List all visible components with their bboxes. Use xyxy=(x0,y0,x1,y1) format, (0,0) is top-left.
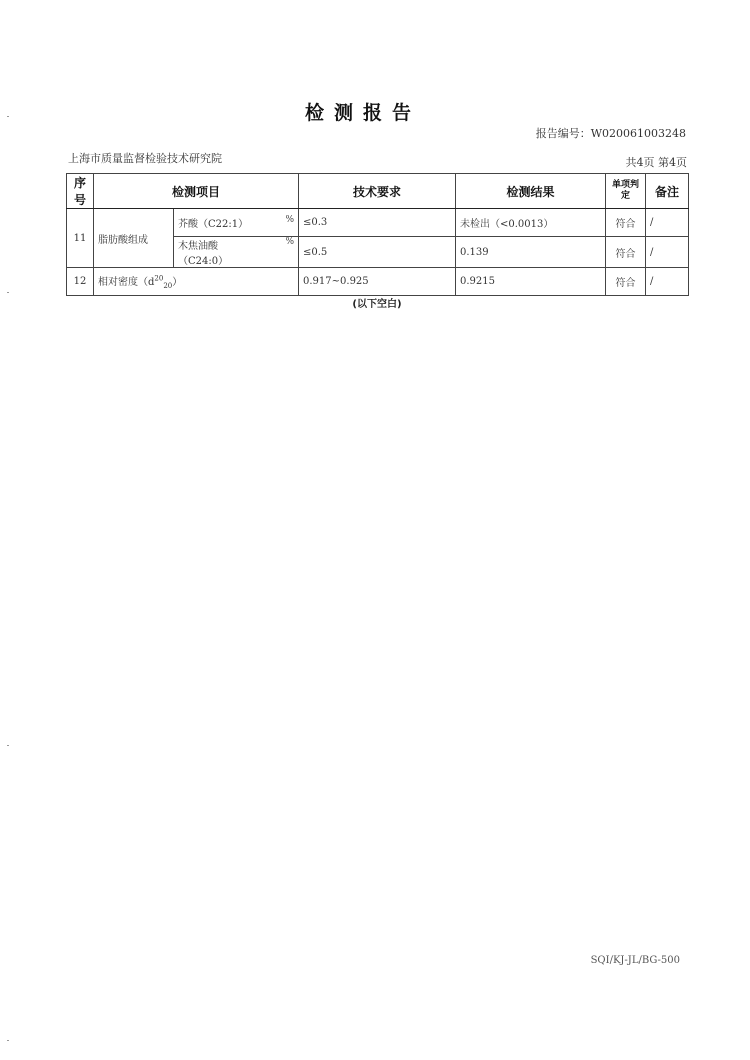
test-results-table xyxy=(66,173,689,296)
remark-cell: / xyxy=(646,209,689,237)
row-item: 脂肪酸组成 xyxy=(94,209,174,268)
header-remark: 备注 xyxy=(646,174,689,209)
sub-item-label: 木焦油酸 xyxy=(178,241,218,252)
row-item: 相对密度$(d^{20}_{20})$ xyxy=(94,268,299,296)
scan-edge-mark xyxy=(7,116,9,117)
unit-label: % xyxy=(285,215,295,225)
result-cell: 未检出（<0.0013） xyxy=(456,209,606,237)
blank-below-note: (以下空白) xyxy=(352,299,402,310)
header-seq: 序号 xyxy=(67,174,94,209)
sub-item-label: 芥酸（C22:1） xyxy=(178,219,249,230)
page-info: 共4页 第4页 xyxy=(625,156,687,169)
header-result: 检测结果 xyxy=(456,174,606,209)
header-item: 检测项目 xyxy=(94,174,299,209)
sub-item-label-2: （C24:0） xyxy=(178,256,229,267)
remark-cell: / xyxy=(646,268,689,296)
row-seq: 11 xyxy=(67,209,94,268)
judgement-cell: 符合 xyxy=(606,268,646,296)
institute-name: 上海市质量监督检验技术研究院 xyxy=(68,152,222,165)
scan-edge-mark xyxy=(7,745,9,746)
header-judgement: 单项判定 xyxy=(606,174,646,209)
scan-edge-mark xyxy=(7,1040,9,1041)
requirement-cell: ≤0.3 xyxy=(299,209,456,237)
judgement-cell: 符合 xyxy=(606,209,646,237)
result-cell: 0.139 xyxy=(456,237,606,268)
requirement-cell: ≤0.5 xyxy=(299,237,456,268)
row-seq: 12 xyxy=(67,268,94,296)
table-row xyxy=(67,209,689,237)
sub-item-name xyxy=(174,237,299,268)
result-cell: 0.9215 xyxy=(456,268,606,296)
report-number: 报告编号：W020061003248 xyxy=(535,127,686,140)
report-title: 检测报告 xyxy=(304,102,421,124)
sub-item-name xyxy=(174,209,299,237)
table-row xyxy=(67,268,689,296)
table-header-row xyxy=(67,174,689,209)
header-requirement: 技术要求 xyxy=(299,174,456,209)
footer-form-code: SQI/KJ-JL/BG-500 xyxy=(590,955,680,966)
scan-edge-mark xyxy=(7,292,9,293)
unit-label: % xyxy=(285,237,295,247)
judgement-cell: 符合 xyxy=(606,237,646,268)
requirement-cell: 0.917~0.925 xyxy=(299,268,456,296)
remark-cell: / xyxy=(646,237,689,268)
